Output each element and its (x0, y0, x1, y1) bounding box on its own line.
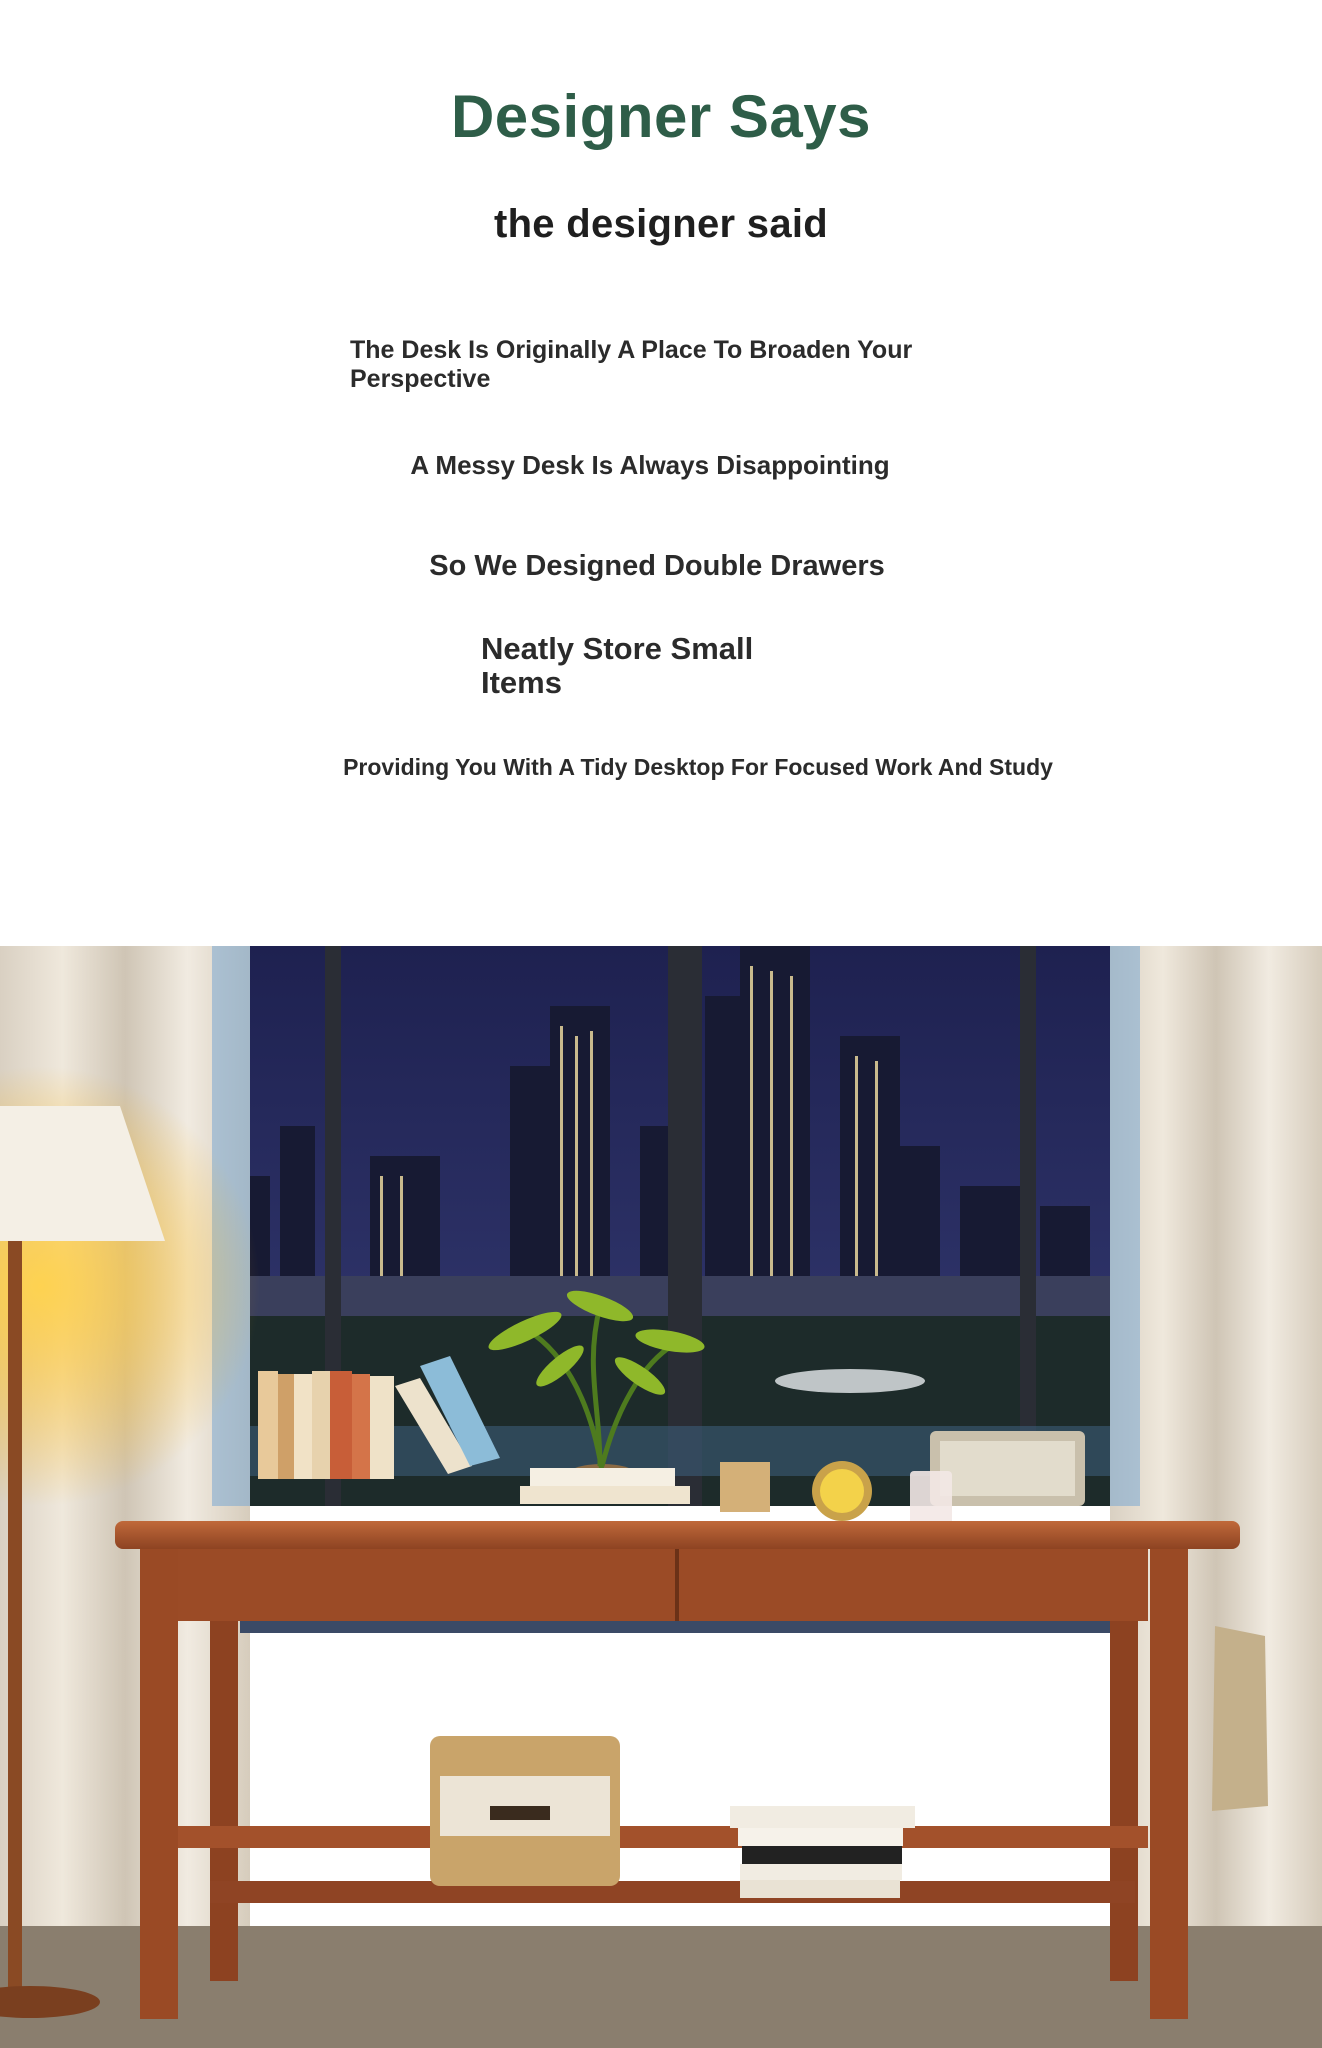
page-title: Designer Says (450, 83, 872, 150)
tagline-double-drawers: So We Designed Double Drawers (429, 550, 885, 582)
desk-product-photo (0, 946, 1322, 2048)
tagline-perspective: The Desk Is Originally A Place To Broaden Your Perspective (350, 336, 913, 393)
tagline-messy-desk: A Messy Desk Is Always Disappointing (410, 450, 890, 480)
tagline-tidy-desktop: Providing You With A Tidy Desktop For Focused Work And Study (343, 754, 1053, 780)
tagline-store-items: Neatly Store Small Items (481, 631, 754, 700)
page-subtitle: the designer said (493, 202, 829, 246)
